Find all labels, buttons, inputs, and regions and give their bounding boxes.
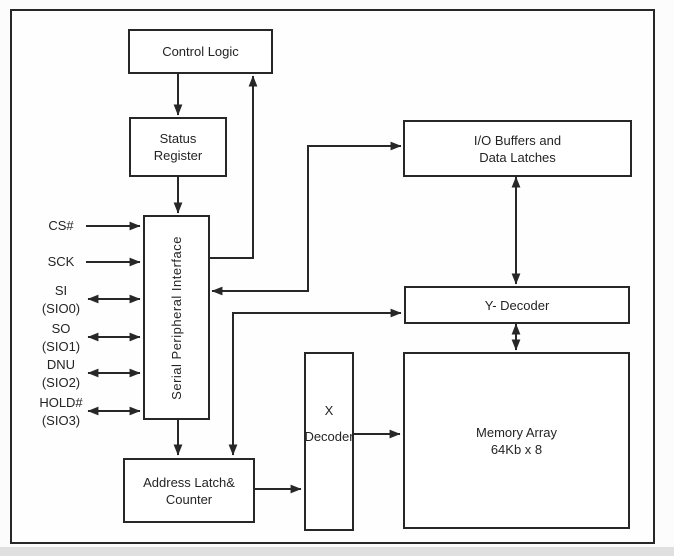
signal-si-sub: (SIO0)	[41, 301, 81, 316]
block-y-decoder	[404, 286, 630, 324]
block-io-buffers-label-line2: Data Latches	[479, 149, 556, 165]
signal-label-sck	[21, 253, 101, 271]
block-memory-array	[403, 352, 630, 529]
signal-sck-name: SCK	[47, 254, 75, 269]
block-address-latch-label-line1: Address Latch&	[143, 474, 235, 490]
block-io-buffers-data-latches	[403, 120, 632, 177]
block-address-latch-label-line2: Counter	[165, 491, 213, 507]
block-status-register-label-line1: Status	[159, 131, 197, 146]
signal-label-cs	[21, 217, 101, 235]
block-control-logic	[128, 29, 273, 74]
block-y-decoder-label: Y- Decoder	[484, 297, 550, 313]
signal-dnu-name: DNU	[46, 357, 76, 372]
signal-hold-name: HOLD#	[39, 395, 83, 410]
signal-label-dnu-sio2	[21, 356, 101, 392]
block-x-decoder-labels	[304, 402, 353, 445]
signal-label-so-sio1	[21, 320, 101, 356]
signal-label-hold-sio3	[21, 394, 101, 430]
block-status-register	[129, 117, 227, 177]
block-serial-peripheral-interface	[143, 215, 210, 420]
block-x-decoder-label-line1: X	[324, 403, 334, 418]
signal-hold-sub: (SIO3)	[41, 413, 81, 428]
block-memory-array-label-line2: 64Kb x 8	[490, 441, 543, 457]
block-memory-array-label-line1: Memory Array	[476, 424, 557, 440]
block-x-decoder	[304, 352, 354, 531]
block-serial-peripheral-interface-label: Serial Peripheral Interface	[169, 235, 184, 400]
block-status-register-label-line2: Register	[153, 148, 203, 163]
block-io-buffers-label-line1: I/O Buffers and	[473, 132, 562, 148]
signal-label-si-sio0	[21, 282, 101, 318]
signal-dnu-sub: (SIO2)	[41, 375, 81, 390]
block-x-decoder-label-line2: Decoder	[304, 429, 354, 444]
block-control-logic-label: Control Logic	[162, 44, 239, 59]
signal-so-name: SO	[51, 321, 71, 336]
page-edge-band	[0, 547, 674, 556]
signal-si-name: SI	[54, 283, 68, 298]
signal-so-sub: (SIO1)	[41, 339, 81, 354]
signal-cs-name: CS#	[48, 218, 74, 233]
block-address-latch-counter	[123, 458, 255, 523]
